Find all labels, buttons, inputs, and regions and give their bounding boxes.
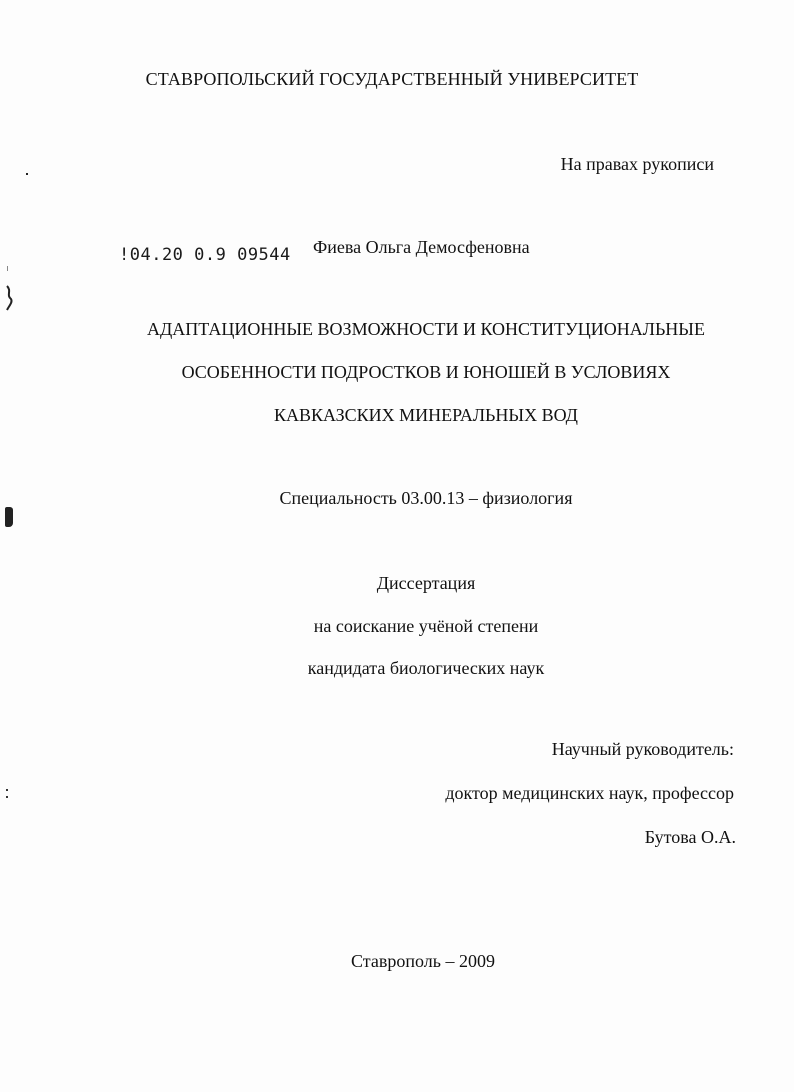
manuscript-note: На правах рукописи — [560, 154, 714, 174]
dissertation-type: Диссертация — [376, 573, 476, 593]
scan-colon-mark — [3, 787, 13, 801]
scan-binding-mark — [5, 507, 13, 527]
registry-stamp: !04.20 0.9 09544 — [119, 245, 291, 265]
supervisor-name: Бутова О.А. — [644, 827, 736, 847]
scan-curl-mark — [4, 285, 14, 311]
author-name: Фиева Ольга Демосфеновна — [313, 237, 530, 257]
scan-speck — [26, 173, 28, 175]
supervisor-label: Научный руководитель: — [551, 739, 734, 759]
university-name: СТАВРОПОЛЬСКИЙ ГОСУДАРСТВЕННЫЙ УНИВЕРСИТЕТ — [145, 69, 639, 89]
supervisor-title: доктор медицинских наук, профессор — [445, 783, 734, 803]
degree-name: кандидата биологических наук — [307, 658, 545, 678]
degree-purpose: на соискание учёной степени — [313, 616, 539, 636]
city-year: Ставрополь – 2009 — [351, 951, 495, 971]
thesis-title-line: АДАПТАЦИОННЫЕ ВОЗМОЖНОСТИ И КОНСТИТУЦИОНАЛЬНЫЕ — [146, 319, 705, 339]
scan-speck — [7, 266, 8, 271]
specialty: Специальность 03.00.13 – физиология — [279, 488, 573, 508]
thesis-title-line: ОСОБЕННОСТИ ПОДРОСТКОВ И ЮНОШЕЙ В УСЛОВИЯХ — [181, 362, 671, 382]
thesis-title-line: КАВКАЗСКИХ МИНЕРАЛЬНЫХ ВОД — [274, 405, 578, 425]
